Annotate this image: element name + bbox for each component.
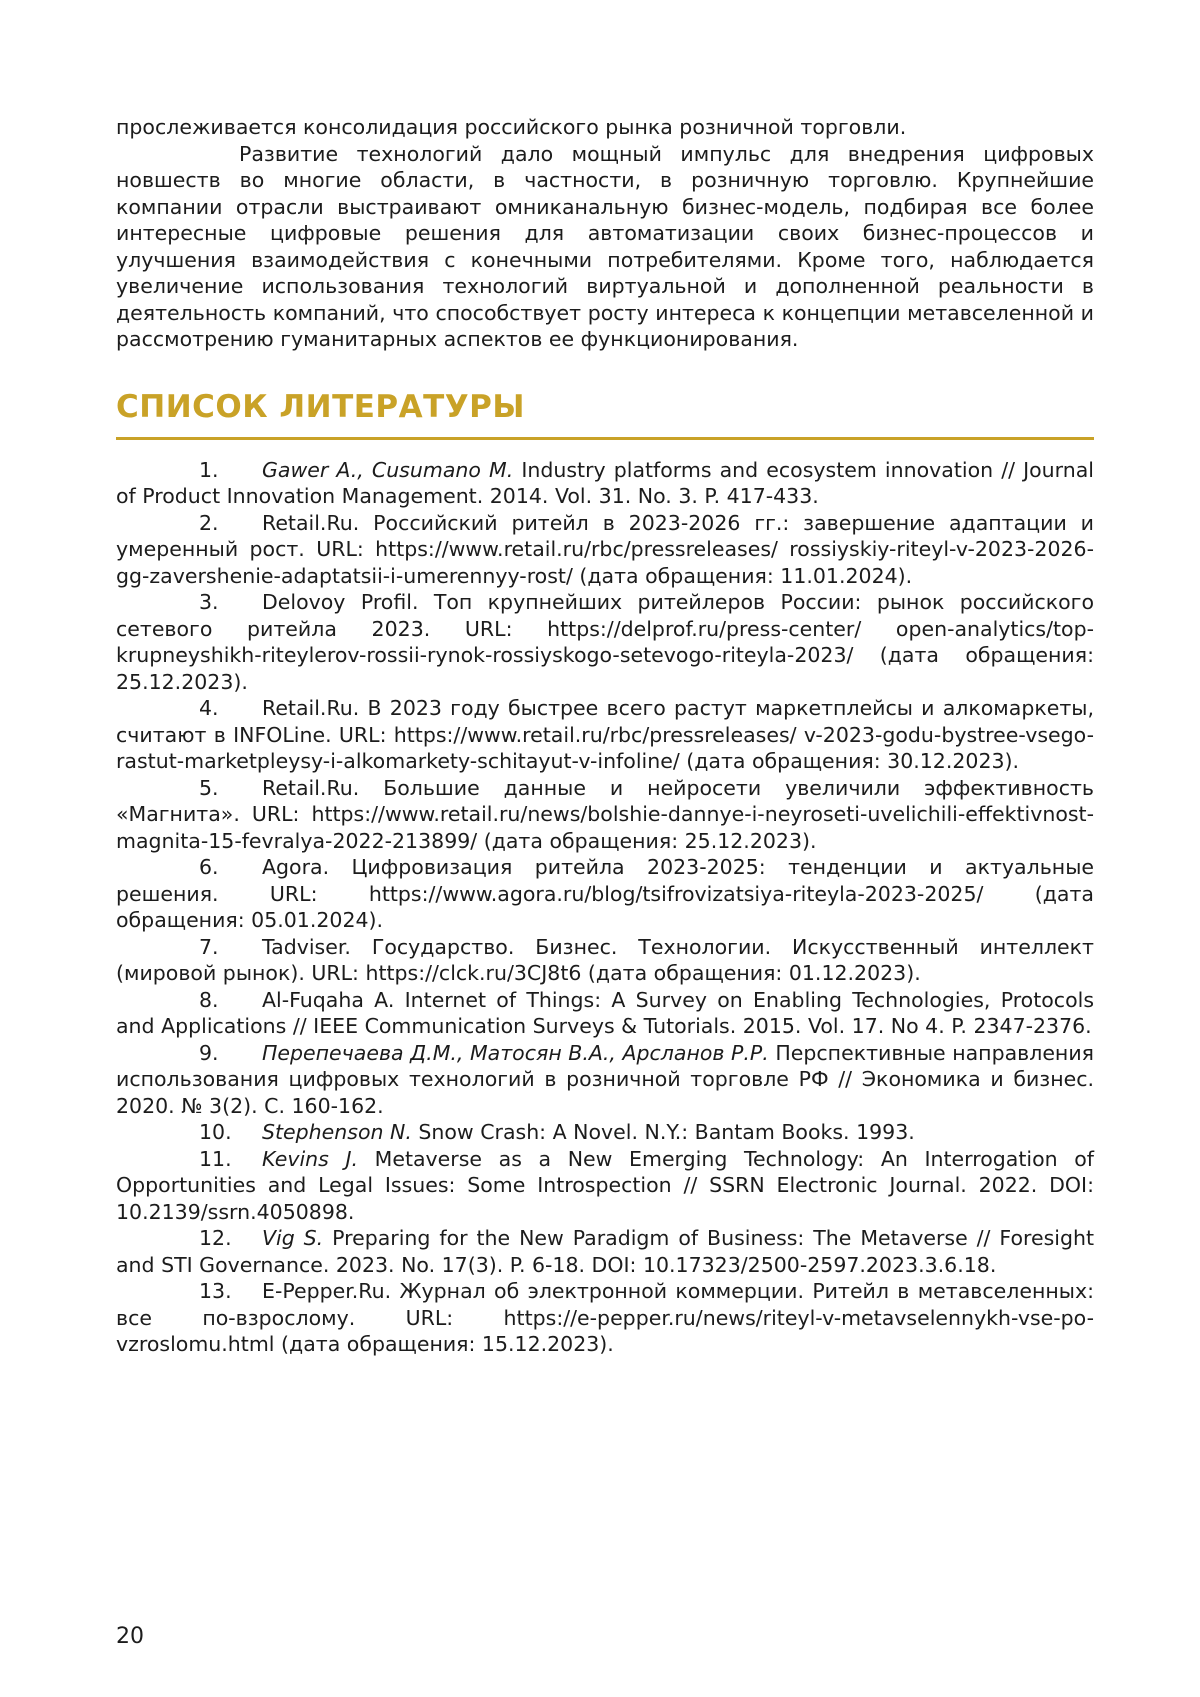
reference-item [116,695,1094,775]
section-title-references: СПИСОК ЛИТЕРАТУРЫ [116,388,525,425]
reference-text: Snow Crash: A Novel. N.Y.: Bantam Books. 1993. [411,1120,915,1144]
page-content [116,114,1094,1358]
reference-number: 12. [199,1226,232,1250]
reference-item [116,1119,1094,1146]
reference-text: Agora. Цифровизация ритейла 2023-2025: тенденции и актуальные решения. URL: https://www.agora.ru/blog/tsifrovizatsiya-riteyla-2023-2025/ (дата обращения: 05.01.2024). [116,855,1094,932]
reference-number: 9. [199,1040,219,1065]
reference-number: 2. [199,510,219,535]
reference-number: 6. [199,855,219,879]
reference-number: 3. [199,590,219,614]
reference-text: Industry platforms and ecosystem innovation // Journal of Product Innovation Management. 2014. Vol. 31. No. 3. P. 417-433. [116,457,1094,508]
reference-item [116,589,1094,695]
reference-item [116,510,1094,590]
reference-item [116,775,1094,855]
paragraph-digital-technologies: Развитие технологий дало мощный импульс для внедрения цифровых новшеств во многие области, в частности, в розничную торговлю. Крупнейшие компании отрасли выстраивают омниканальную бизнес-модель, подбирая все более интересные цифровые решения для автоматизации своих бизнес-процессов и улучшения взаимодействия с конечными потребителями. Кроме того, наблюдается увеличение использования технологий виртуальной и дополненной реальности в деятельность компаний, что способствует росту интереса к концепции метавселенной и рассмотрению гуманитарных аспектов ее функционирования. [116,141,1094,351]
reference-item [116,854,1094,934]
reference-number: 5. [199,775,219,800]
title-underline [116,437,1094,440]
reference-number: 11. [199,1146,232,1171]
reference-text: Retail.Ru. В 2023 году быстрее всего растут маркетплейсы и алкомаркеты, считают в INFOLine. URL: https://www.retail.ru/rbc/pressreleases/ v-2023-godu-bystree-vsego-rastut-marketpleysy-i-alkomarkety-schitayut-v-infoline/ (дата обращения: 30.12.2023). [116,696,1094,773]
reference-text: Delovoy Profil. Топ крупнейших ритейлеров России: рынок российского сетевого ритейла 2023. URL: https://delprof.ru/press-center/ open-analytics/top-krupneyshikh-riteylerov-rossii-rynok-rossiyskogo-setevogo-riteyla-2023/ (дата обращения: 25.12.2023). [116,590,1094,694]
reference-author: Vig S. [262,1226,324,1250]
reference-text: Tadviser. Государство. Бизнес. Технологии. Искусственный интеллект (мировой рынок). URL: https://clck.ru/3CJ8t6 (дата обращения: 01.12.2023). [116,934,1094,985]
reference-item [116,457,1094,510]
reference-text: Metaverse as a New Emerging Technology: An Interrogation of Opportunities and Legal Issues: Some Introspection // SSRN Electronic Journal. 2022. DOI: 10.2139/ssrn.4050898. [116,1146,1094,1224]
reference-author: Gawer A., Cusumano M. [262,457,514,482]
reference-number: 7. [199,934,219,959]
reference-text: Al-Fuqaha A. Internet of Things: A Survey on Enabling Technologies, Protocols and Applications // IEEE Communication Surveys & Tutorials. 2015. Vol. 17. No 4. P. 2347-2376. [116,987,1094,1038]
page-number: 20 [116,1624,144,1649]
reference-number: 8. [199,987,219,1012]
reference-item [116,1146,1094,1226]
reference-text: E-Pepper.Ru. Журнал об электронной коммерции. Ритейл в метавселенных: все по-взрослому. URL: https://e-pepper.ru/news/riteyl-v-metavselennykh-vse-po-vzroslomu.html (дата обращения: 15.12.2023). [116,1279,1094,1356]
reference-author: Stephenson N. [262,1120,412,1144]
reference-item [116,1040,1094,1120]
reference-text: Перспективные направления использования цифровых технологий в розничной торговле РФ // Экономика и бизнес. 2020. № 3(2). С. 160-162. [116,1040,1094,1118]
reference-item [116,1225,1094,1278]
reference-item [116,1278,1094,1358]
reference-number: 10. [199,1120,232,1144]
reference-author: Перепечаева Д.М., Матосян В.А., Арсланов Р.Р. [262,1040,769,1065]
reference-list [116,457,1094,1358]
reference-text: Retail.Ru. Большие данные и нейросети увеличили эффективность «Магнита». URL: https://www.retail.ru/news/bolshie-dannye-i-neyroseti-uvelichili-effektivnost-magnita-15-fevralya-2022-213899/ (дата обращения: 25.12.2023). [116,775,1094,853]
reference-number: 4. [199,696,219,720]
reference-text: Preparing for the New Paradigm of Business: The Metaverse // Foresight and STI Governance. 2023. No. 17(3). P. 6-18. DOI: 10.17323/2500-2597.2023.3.6.18. [116,1226,1095,1277]
reference-item [116,934,1094,987]
reference-number: 1. [199,457,219,482]
reference-item [116,987,1094,1040]
reference-text: Retail.Ru. Российский ритейл в 2023-2026 гг.: завершение адаптации и умеренный рост. URL: https://www.retail.ru/rbc/pressreleases/ rossiyskiy-riteyl-v-2023-2026-gg-zavershenie-adaptatsii-i-umerennyy-rost/ (дата обращения: 11.01.2024). [116,510,1094,588]
reference-author: Kevins J. [262,1146,359,1171]
paragraph-continuation: прослеживается консолидация российского рынка розничной торговли. [116,115,907,139]
reference-number: 13. [199,1279,232,1303]
